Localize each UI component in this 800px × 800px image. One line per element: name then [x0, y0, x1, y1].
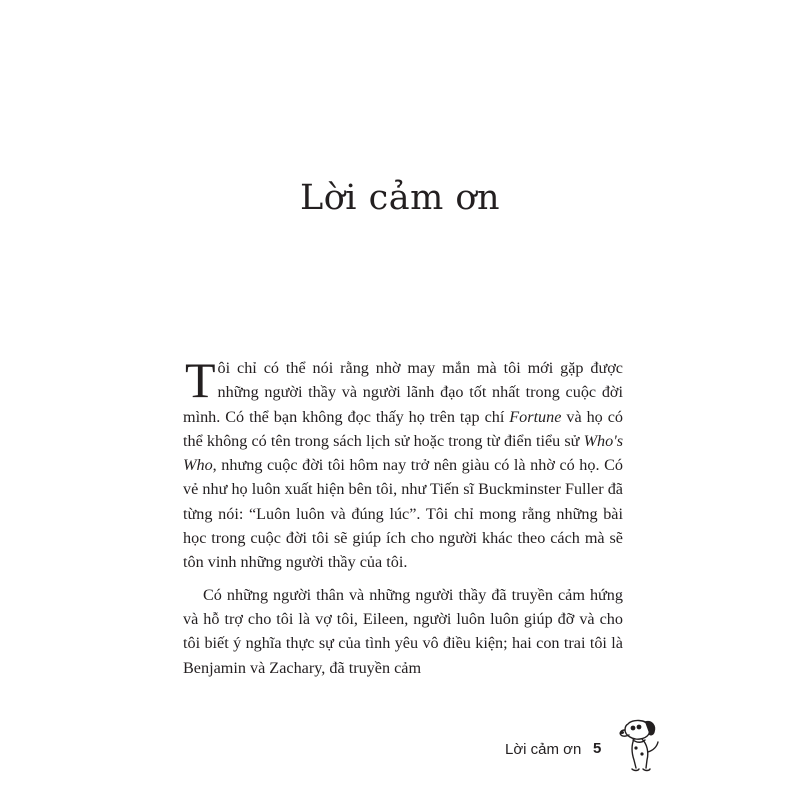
chapter-title: Lời cảm ơn: [299, 178, 501, 218]
paragraph-1-text-a: ôi chỉ có thể nói rằng nhờ may mắn mà tôi mới gặp được những người thầy và người lãnh đạo tốt nhất trong cuộc đời mình. Có thể bạn không đọc thấy họ trên tạp chí: [183, 359, 623, 426]
running-footer-title: Lời cảm ơn: [505, 741, 582, 758]
body-text: [183, 352, 623, 680]
paragraph-1-text-b: và họ có thể không có tên trong sách lịch sử hoặc trong từ điển tiểu sử: [183, 407, 623, 450]
magazine-title: Fortune: [509, 407, 562, 426]
dog-mascot-icon: [612, 716, 664, 774]
paragraph-2: Có những người thân và những người thầy đã truyền cảm hứng và hỗ trợ cho tôi là vợ tôi, Eileen, người luôn luôn giúp đỡ và cho tôi biết ý nghĩa thực sự của tình yêu vô điều kiện; hai con trai tôi là Benjamin và Zachary, đã truyền cảm: [183, 585, 623, 677]
paragraph-1: [183, 352, 623, 575]
page-number: 5: [593, 740, 602, 757]
paragraph-1-text-c: , nhưng cuộc đời tôi hôm nay trở nên giàu có là nhờ có họ. Có vẻ như họ luôn xuất hiện bên tôi, như Tiến sĩ Buckminster Fuller đã từng nói: “Luôn luôn và đúng lúc”. Tôi chỉ mong rằng những bài học trong cuộc đời tôi sẽ giúp ích cho người khác theo cách mà sẽ tôn vinh những người thầy của tôi.: [183, 456, 623, 572]
directory-title: Who's Who: [183, 431, 623, 475]
drop-cap: T: [185, 352, 216, 408]
